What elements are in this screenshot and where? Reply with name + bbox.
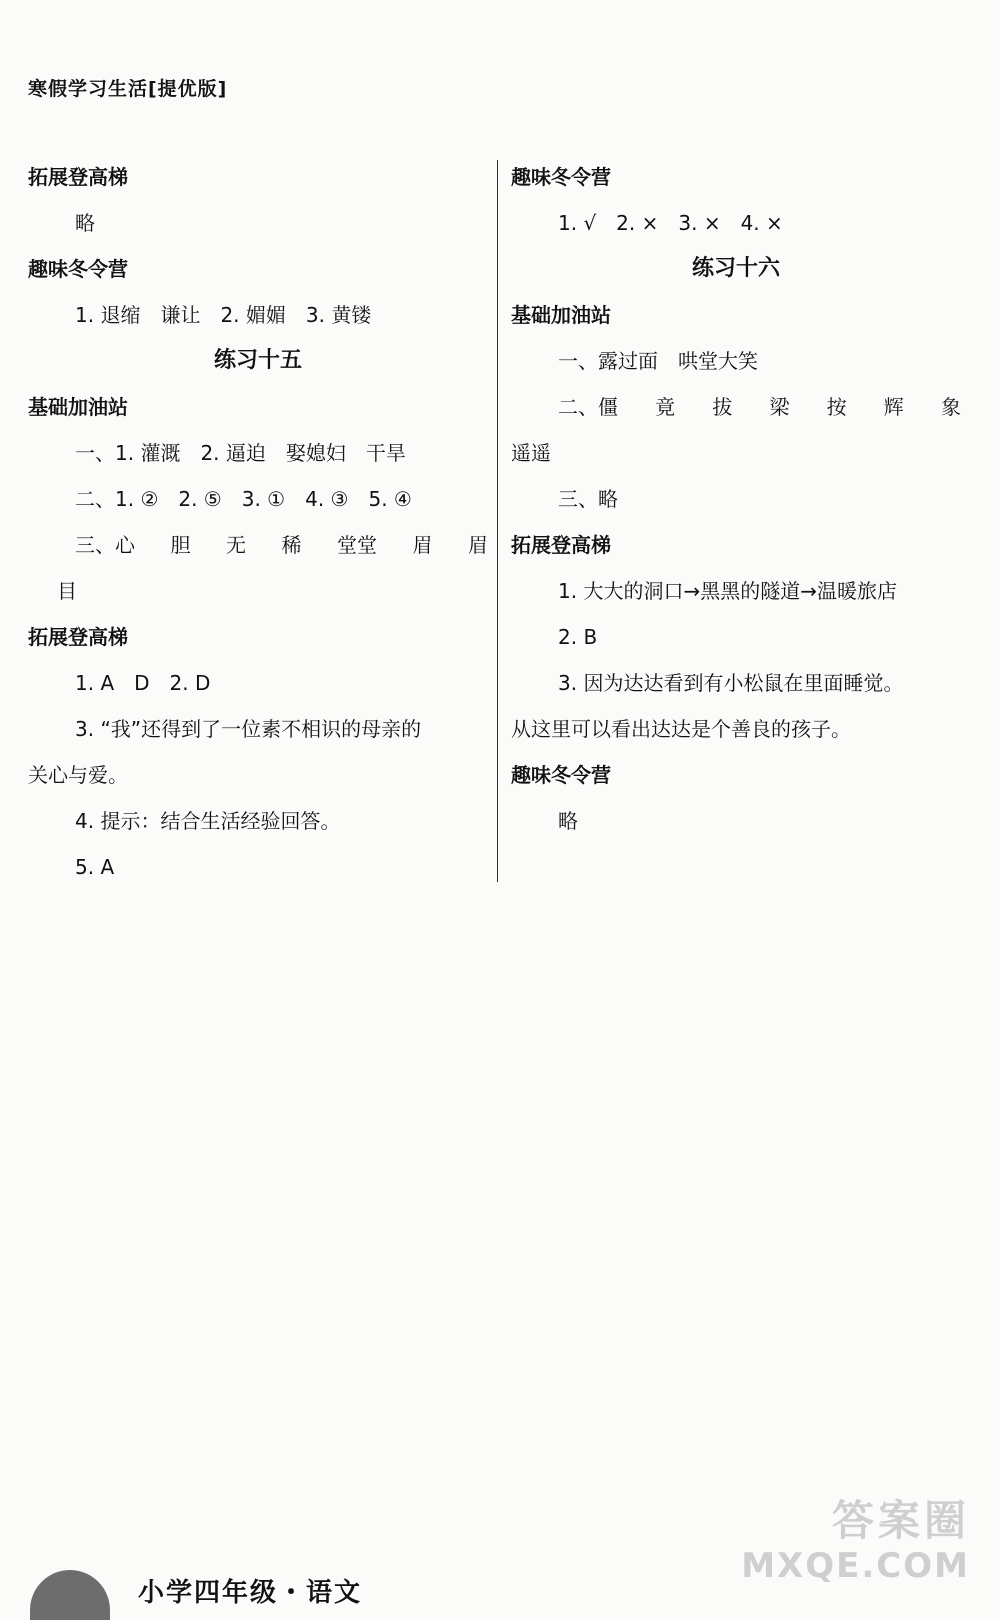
- section-heading: 趣味冬令营: [511, 763, 611, 787]
- exercise-title-15: 练习十五: [213, 348, 302, 373]
- answer-item: 眉: [468, 533, 488, 557]
- answer-line: 遥遥: [511, 441, 551, 465]
- section-heading: 拓展登高梯: [511, 533, 611, 557]
- answer-line: 1. A D 2. D: [75, 671, 211, 695]
- answer-line: 2. B: [558, 625, 598, 649]
- answer-item: 象: [940, 395, 961, 419]
- section-heading: 基础加油站: [28, 395, 128, 419]
- section-heading: 趣味冬令营: [28, 257, 128, 281]
- footer-text: 小学四年级・语文: [138, 1578, 363, 1608]
- left-column: [28, 154, 488, 890]
- right-column: [511, 154, 961, 844]
- answer-line-spread: [511, 384, 961, 430]
- answer-line: 一、露过面 哄堂大笑: [558, 349, 758, 373]
- answer-line: 关心与爱。: [28, 763, 128, 787]
- answer-item: 眉: [412, 533, 433, 557]
- section-heading: 基础加油站: [511, 303, 611, 327]
- answer-line: 3. “我”还得到了一位素不相识的母亲的: [75, 717, 422, 741]
- answer-item: 稀: [281, 533, 302, 557]
- column-divider: [497, 160, 498, 882]
- answer-item: 三、心: [75, 533, 135, 557]
- answer-item: 按: [826, 395, 847, 419]
- answer-item: 堂堂: [337, 533, 377, 557]
- watermark-bottom: MXQE.COM: [741, 1546, 970, 1586]
- answer-item: 二、僵: [558, 395, 618, 419]
- answer-line: 从这里可以看出达达是个善良的孩子。: [511, 717, 851, 741]
- answer-line: 略: [558, 809, 578, 833]
- watermark-top: 答案圈: [831, 1496, 970, 1545]
- page-header: 寒假学习生活[提优版]: [28, 78, 228, 100]
- answer-line: 5. A: [75, 855, 115, 879]
- answer-line-spread: [28, 522, 488, 568]
- answer-item: 辉: [883, 395, 904, 419]
- section-heading: 趣味冬令营: [511, 165, 611, 189]
- answer-line: 1. 大大的洞口→黑黑的隧道→温暖旅店: [558, 579, 897, 603]
- section-heading: 拓展登高梯: [28, 165, 128, 189]
- exercise-title-16: 练习十六: [691, 256, 780, 281]
- page-footer: [30, 1562, 630, 1606]
- answer-line: 1. 退缩 谦让 2. 媚媚 3. 黄镂: [75, 303, 372, 327]
- page-number-badge: [30, 1570, 110, 1620]
- answer-line: 3. 因为达达看到有小松鼠在里面睡觉。: [558, 671, 904, 695]
- answer-line: 一、1. 灌溉 2. 逼迫 娶媳妇 干旱: [75, 441, 406, 465]
- watermark-logo: [741, 1488, 970, 1598]
- answer-line: 1. √ 2. × 3. × 4. ×: [558, 211, 783, 235]
- answer-line: 4. 提示：结合生活经验回答。: [75, 809, 341, 833]
- answer-line: 三、略: [558, 487, 618, 511]
- answer-line: 略: [75, 211, 95, 235]
- answer-line: 二、1. ② 2. ⑤ 3. ① 4. ③ 5. ④: [75, 487, 412, 511]
- answer-line: 目: [57, 579, 77, 603]
- answer-item: 胆: [170, 533, 191, 557]
- answer-item: 梁: [769, 395, 790, 419]
- answer-item: 无: [226, 533, 246, 557]
- answer-item: 拔: [712, 395, 733, 419]
- answer-item: 竟: [655, 395, 676, 419]
- section-heading: 拓展登高梯: [28, 625, 128, 649]
